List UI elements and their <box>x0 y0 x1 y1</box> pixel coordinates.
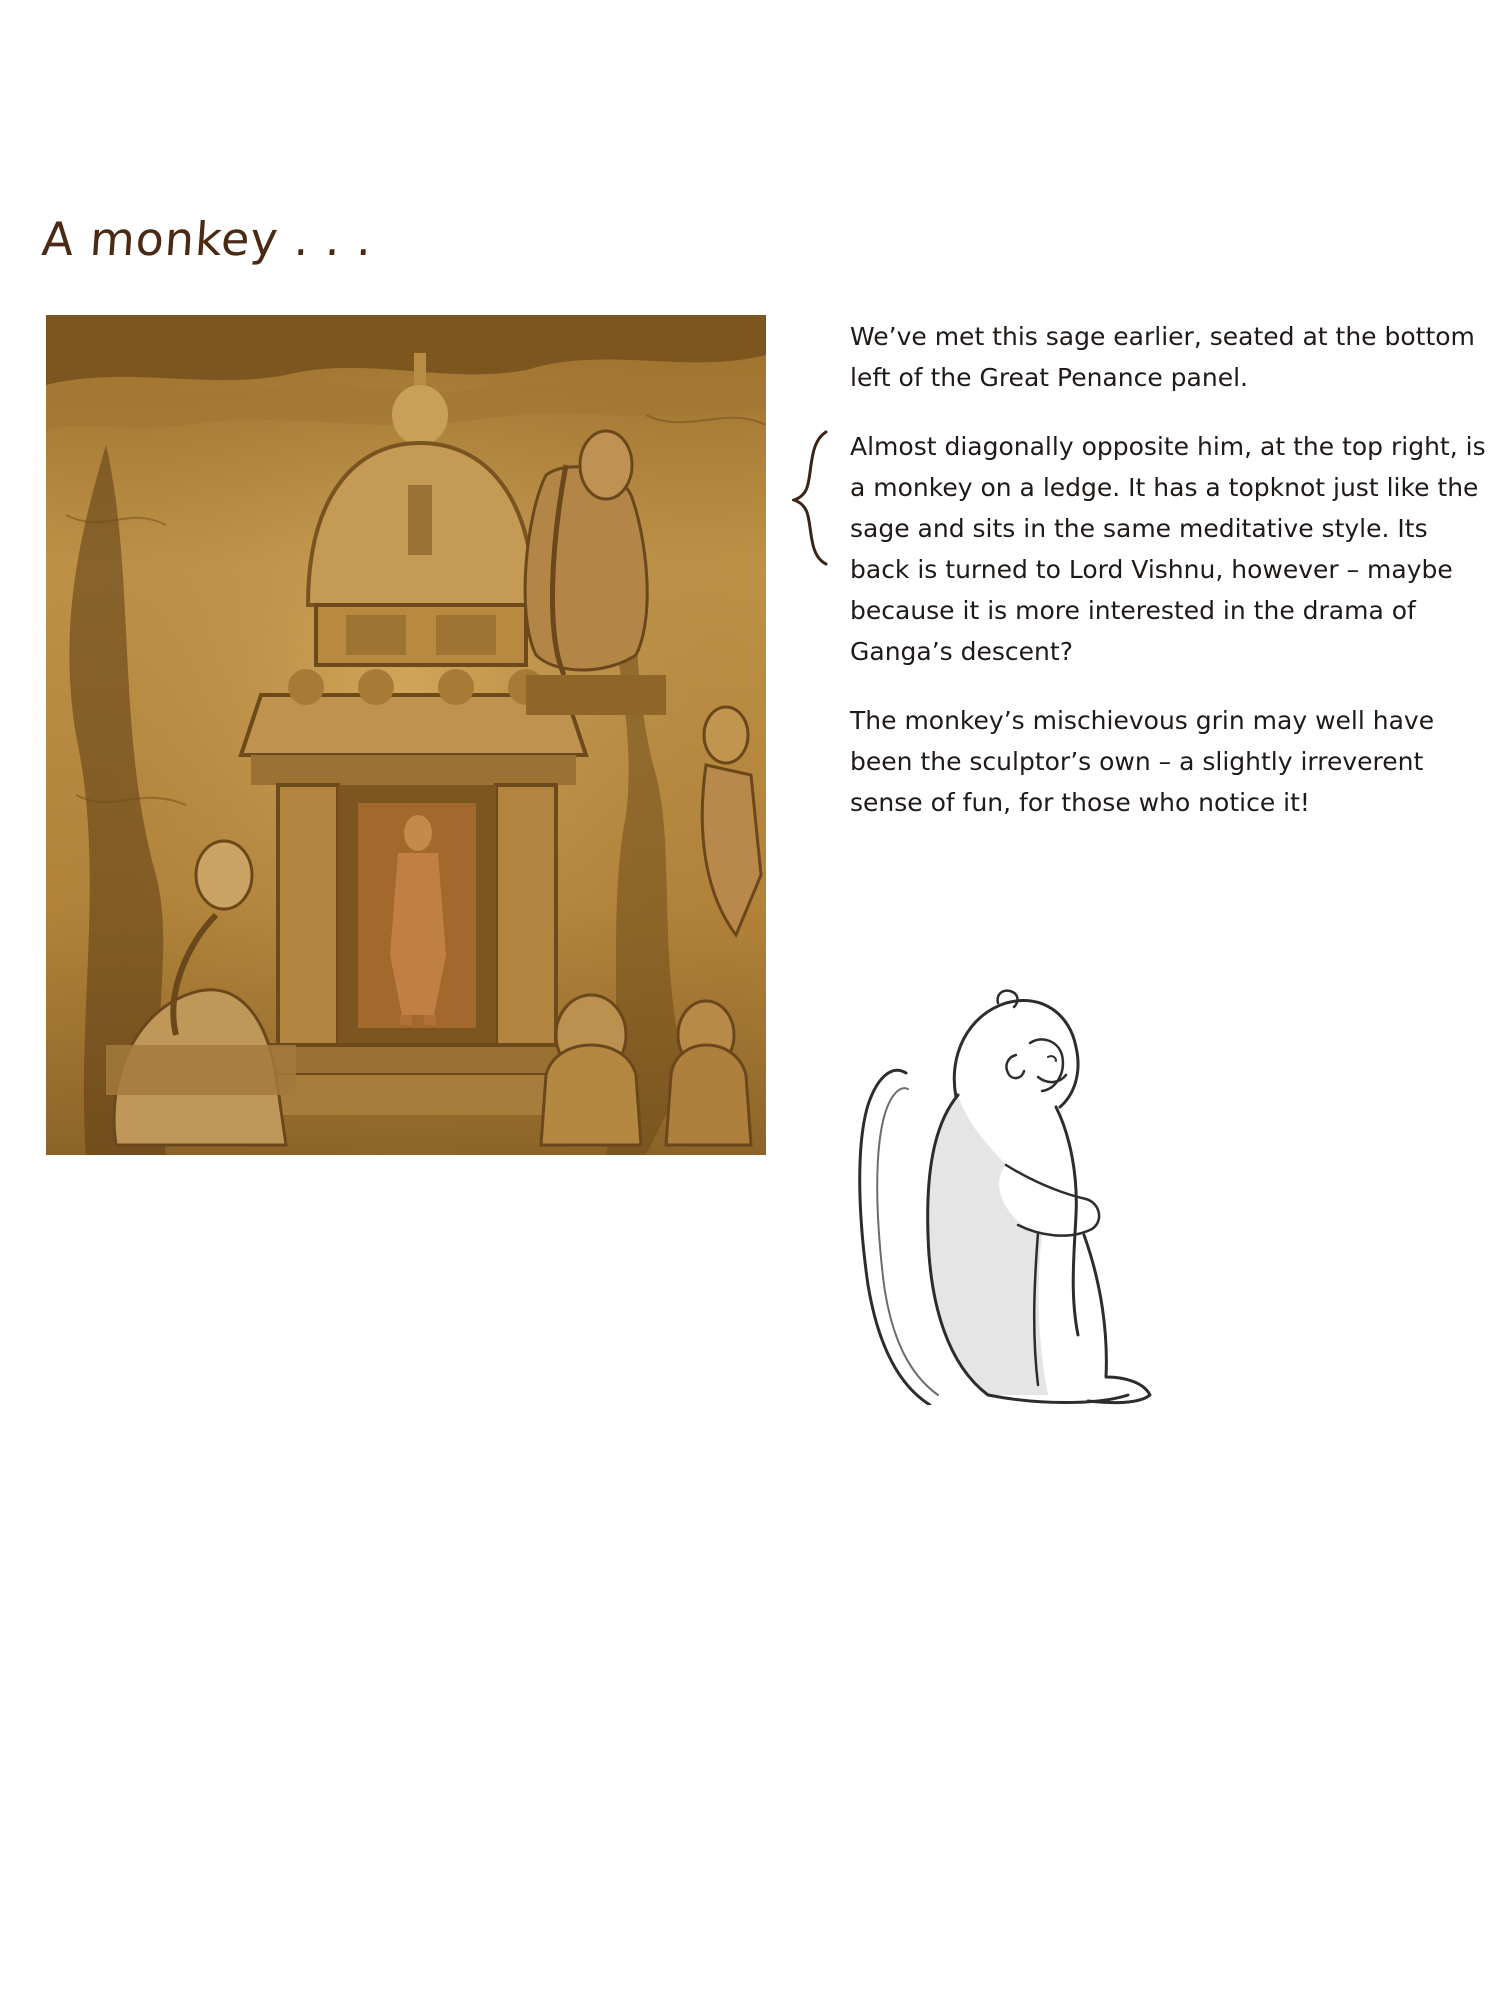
brace-icon <box>792 428 832 568</box>
temple-relief-illustration <box>46 315 766 1155</box>
page-title: A monkey . . . <box>40 212 375 266</box>
paragraph-1: We’ve met this sage earlier, seated at the bottom left of the Great Penance panel. <box>850 322 1475 392</box>
text-column <box>850 316 1490 851</box>
paragraph-2: Almost diagonally opposite him, at the top right, is a monkey on a ledge. It has a topknot just like the sage and sits in the same meditative style. Its back is turned to Lord Vishnu, however – maybe because it is more interested in the drama of Ganga’s descent? <box>850 432 1486 666</box>
monkey-sketch-icon <box>838 985 1168 1405</box>
temple-relief-photo <box>46 315 766 1155</box>
paragraph-3: The monkey’s mischievous grin may well have been the sculptor’s own – a slightly irreverent sense of fun, for those who notice it! <box>850 706 1435 817</box>
